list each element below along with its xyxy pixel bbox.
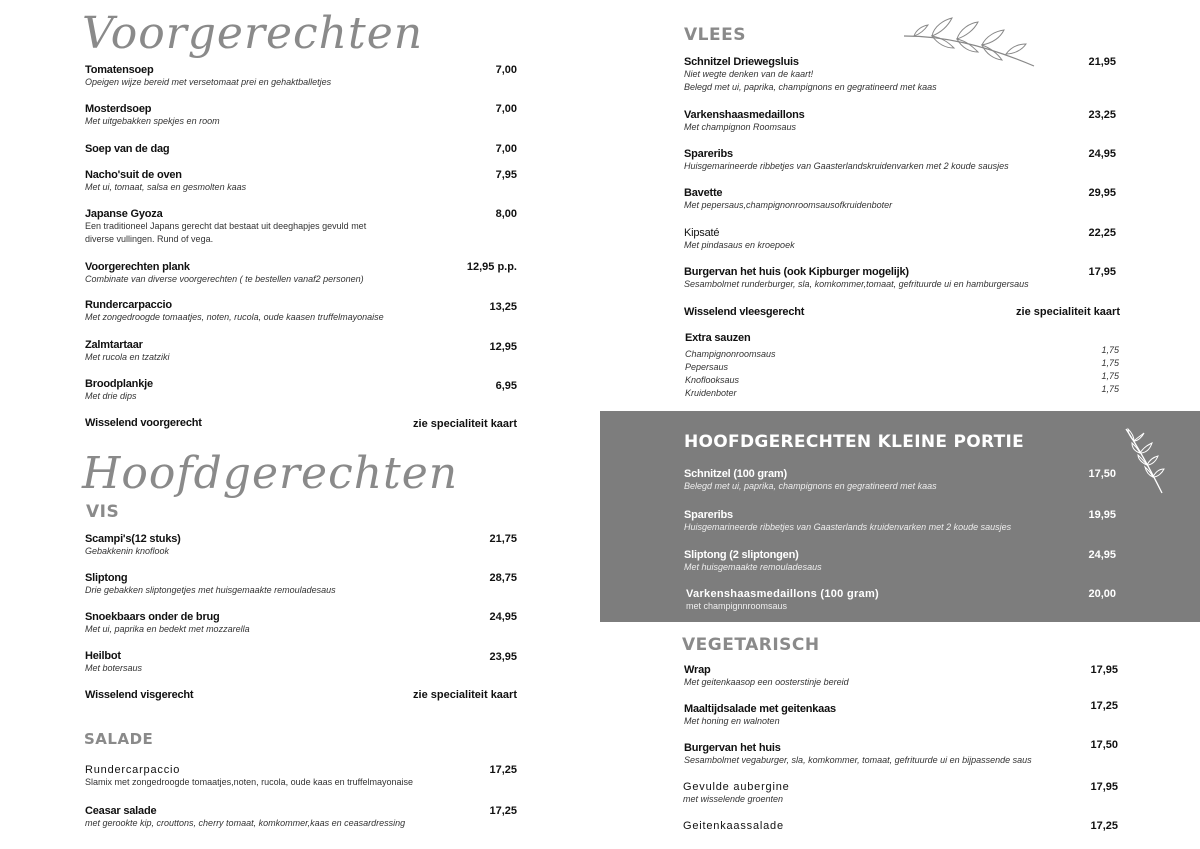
menu-item: Gevulde aubergine met wisselende groenten 17,95 xyxy=(683,781,1118,804)
menu-item: Bavette Met pepersaus,champignonroomsausofkruidenboter 29,95 xyxy=(684,187,1116,210)
menu-item: Ceasar salade met gerookte kip, crouttons, cherry tomaat, komkommer,kaas en ceasardressing 17,25 xyxy=(85,805,517,828)
menu-item: Spareribs Huisgemarineerde ribbetjes van Gaasterlandskruidenvarken met 2 koude sausjes 24,95 xyxy=(684,148,1116,171)
menu-item: Soep van de dag 7,00 xyxy=(85,143,517,155)
menu-item: Kipsaté Met pindasaus en kroepoek 22,25 xyxy=(684,227,1116,250)
menu-item: Wrap Met geitenkaasop een oosterstinje bereid 17,95 xyxy=(684,664,1118,687)
menu-item: Nacho'suit de oven Met ui, tomaat, salsa en gesmolten kaas 7,95 xyxy=(85,169,517,192)
sauce-row: Pepersaus 1,75 xyxy=(685,358,1119,372)
menu-item: Wisselend voorgerecht zie specialiteit kaart xyxy=(85,417,517,430)
kleine-portie-panel xyxy=(600,411,1200,622)
sauzen-block xyxy=(685,332,1119,396)
kleine-portie-heading: HOOFDGERECHTEN KLEINE PORTIE xyxy=(684,432,1025,452)
menu-item: Japanse Gyoza Een traditioneel Japans gerecht dat bestaat uit deeghapjes gevuld met diverse vullingen. Rund of vega. 8,00 xyxy=(85,208,517,244)
menu-item: Wisselend vleesgerecht zie specialiteit kaart xyxy=(684,306,1120,318)
menu-item: Zalmtartaar Met rucola en tzatziki 12,95 xyxy=(85,339,517,362)
menu-item: Wisselend visgerecht zie specialiteit kaart xyxy=(85,689,517,701)
salade-heading: SALADE xyxy=(84,730,154,748)
menu-item: Broodplankje Met drie dips 6,95 xyxy=(85,378,517,401)
menu-item: Voorgerechten plank Combinate van diverse voorgerechten ( te bestellen vanaf2 personen) 12,95 p.p. xyxy=(85,261,517,284)
menu-item: Geitenkaassalade 17,25 xyxy=(683,820,1118,832)
menu-item: Snoekbaars onder de brug Met ui, paprika en bedekt met mozzarella 24,95 xyxy=(85,611,517,634)
sauce-row: Kruidenboter 1,75 xyxy=(685,384,1119,398)
menu-item: Burgervan het huis Sesambolmet vegaburger, sla, komkommer, tomaat, gefrituurde ui en bijpassende saus 17,50 xyxy=(684,739,1118,765)
menu-item: Schnitzel (100 gram) Belegd met ui, paprika, champignons en gegratineerd met kaas 17,50 xyxy=(684,468,1116,491)
menu-item: Varkenshaasmedaillons (100 gram) met champignnroomsaus 20,00 xyxy=(686,588,1116,611)
sauzen-heading: Extra sauzen xyxy=(685,332,751,344)
menu-item: Heilbot Met botersaus 23,95 xyxy=(85,650,517,673)
wheat-sprig-icon xyxy=(1120,425,1168,495)
voorgerechten-title: Voorgerechten xyxy=(82,8,424,59)
hoofdgerechten-title: Hoofdgerechten xyxy=(82,448,459,499)
menu-item: Rundercarpaccio Slamix met zongedroogde tomaatjes,noten, rucola, oude kaas en truffelmayonaise 17,25 xyxy=(85,764,517,787)
sauce-row: Knoflooksaus 1,75 xyxy=(685,371,1119,385)
vis-heading: VIS xyxy=(86,502,120,522)
menu-item: Burgervan het huis (ook Kipburger mogelijk) Sesambolmet runderburger, sla, komkommer,tomaat, gefrituurde ui en hamburgersaus 17,95 xyxy=(684,266,1116,289)
menu-item: Scampi's(12 stuks) Gebakkenin knoflook 21,75 xyxy=(85,533,517,556)
menu-item: Sliptong Drie gebakken sliptongetjes met huisgemaakte remouladesaus 28,75 xyxy=(85,572,517,595)
vegetarisch-heading: VEGETARISCH xyxy=(682,635,820,655)
sauce-row: Champignonroomsaus 1,75 xyxy=(685,345,1119,359)
menu-item: Varkenshaasmedaillons Met champignon Roomsaus 23,25 xyxy=(684,109,1116,132)
menu-item: Tomatensoep Opeigen wijze bereid met versetomaat prei en gehaktballetjes 7,00 xyxy=(85,64,517,87)
vlees-heading: VLEES xyxy=(684,25,746,45)
menu-item: Schnitzel Driewegsluis Niet wegte denken van de kaart! Belegd met ui, paprika, champignons en gegratineerd met kaas 21,95 xyxy=(684,56,1116,92)
menu-item: Spareribs Huisgemarineerde ribbetjes van Gaasterlands kruidenvarken met 2 koude sausjes 19,95 xyxy=(684,509,1116,532)
menu-item: Sliptong (2 sliptongen) Met huisgemaakte remouladesaus 24,95 xyxy=(684,549,1116,572)
menu-item: Mosterdsoep Met uitgebakken spekjes en room 7,00 xyxy=(85,103,517,126)
menu-item: Maaltijdsalade met geitenkaas Met honing en walnoten 17,25 xyxy=(684,700,1118,726)
menu-item: Rundercarpaccio Met zongedroogde tomaatjes, noten, rucola, oude kaasen truffelmayonaise 13,25 xyxy=(85,299,517,322)
